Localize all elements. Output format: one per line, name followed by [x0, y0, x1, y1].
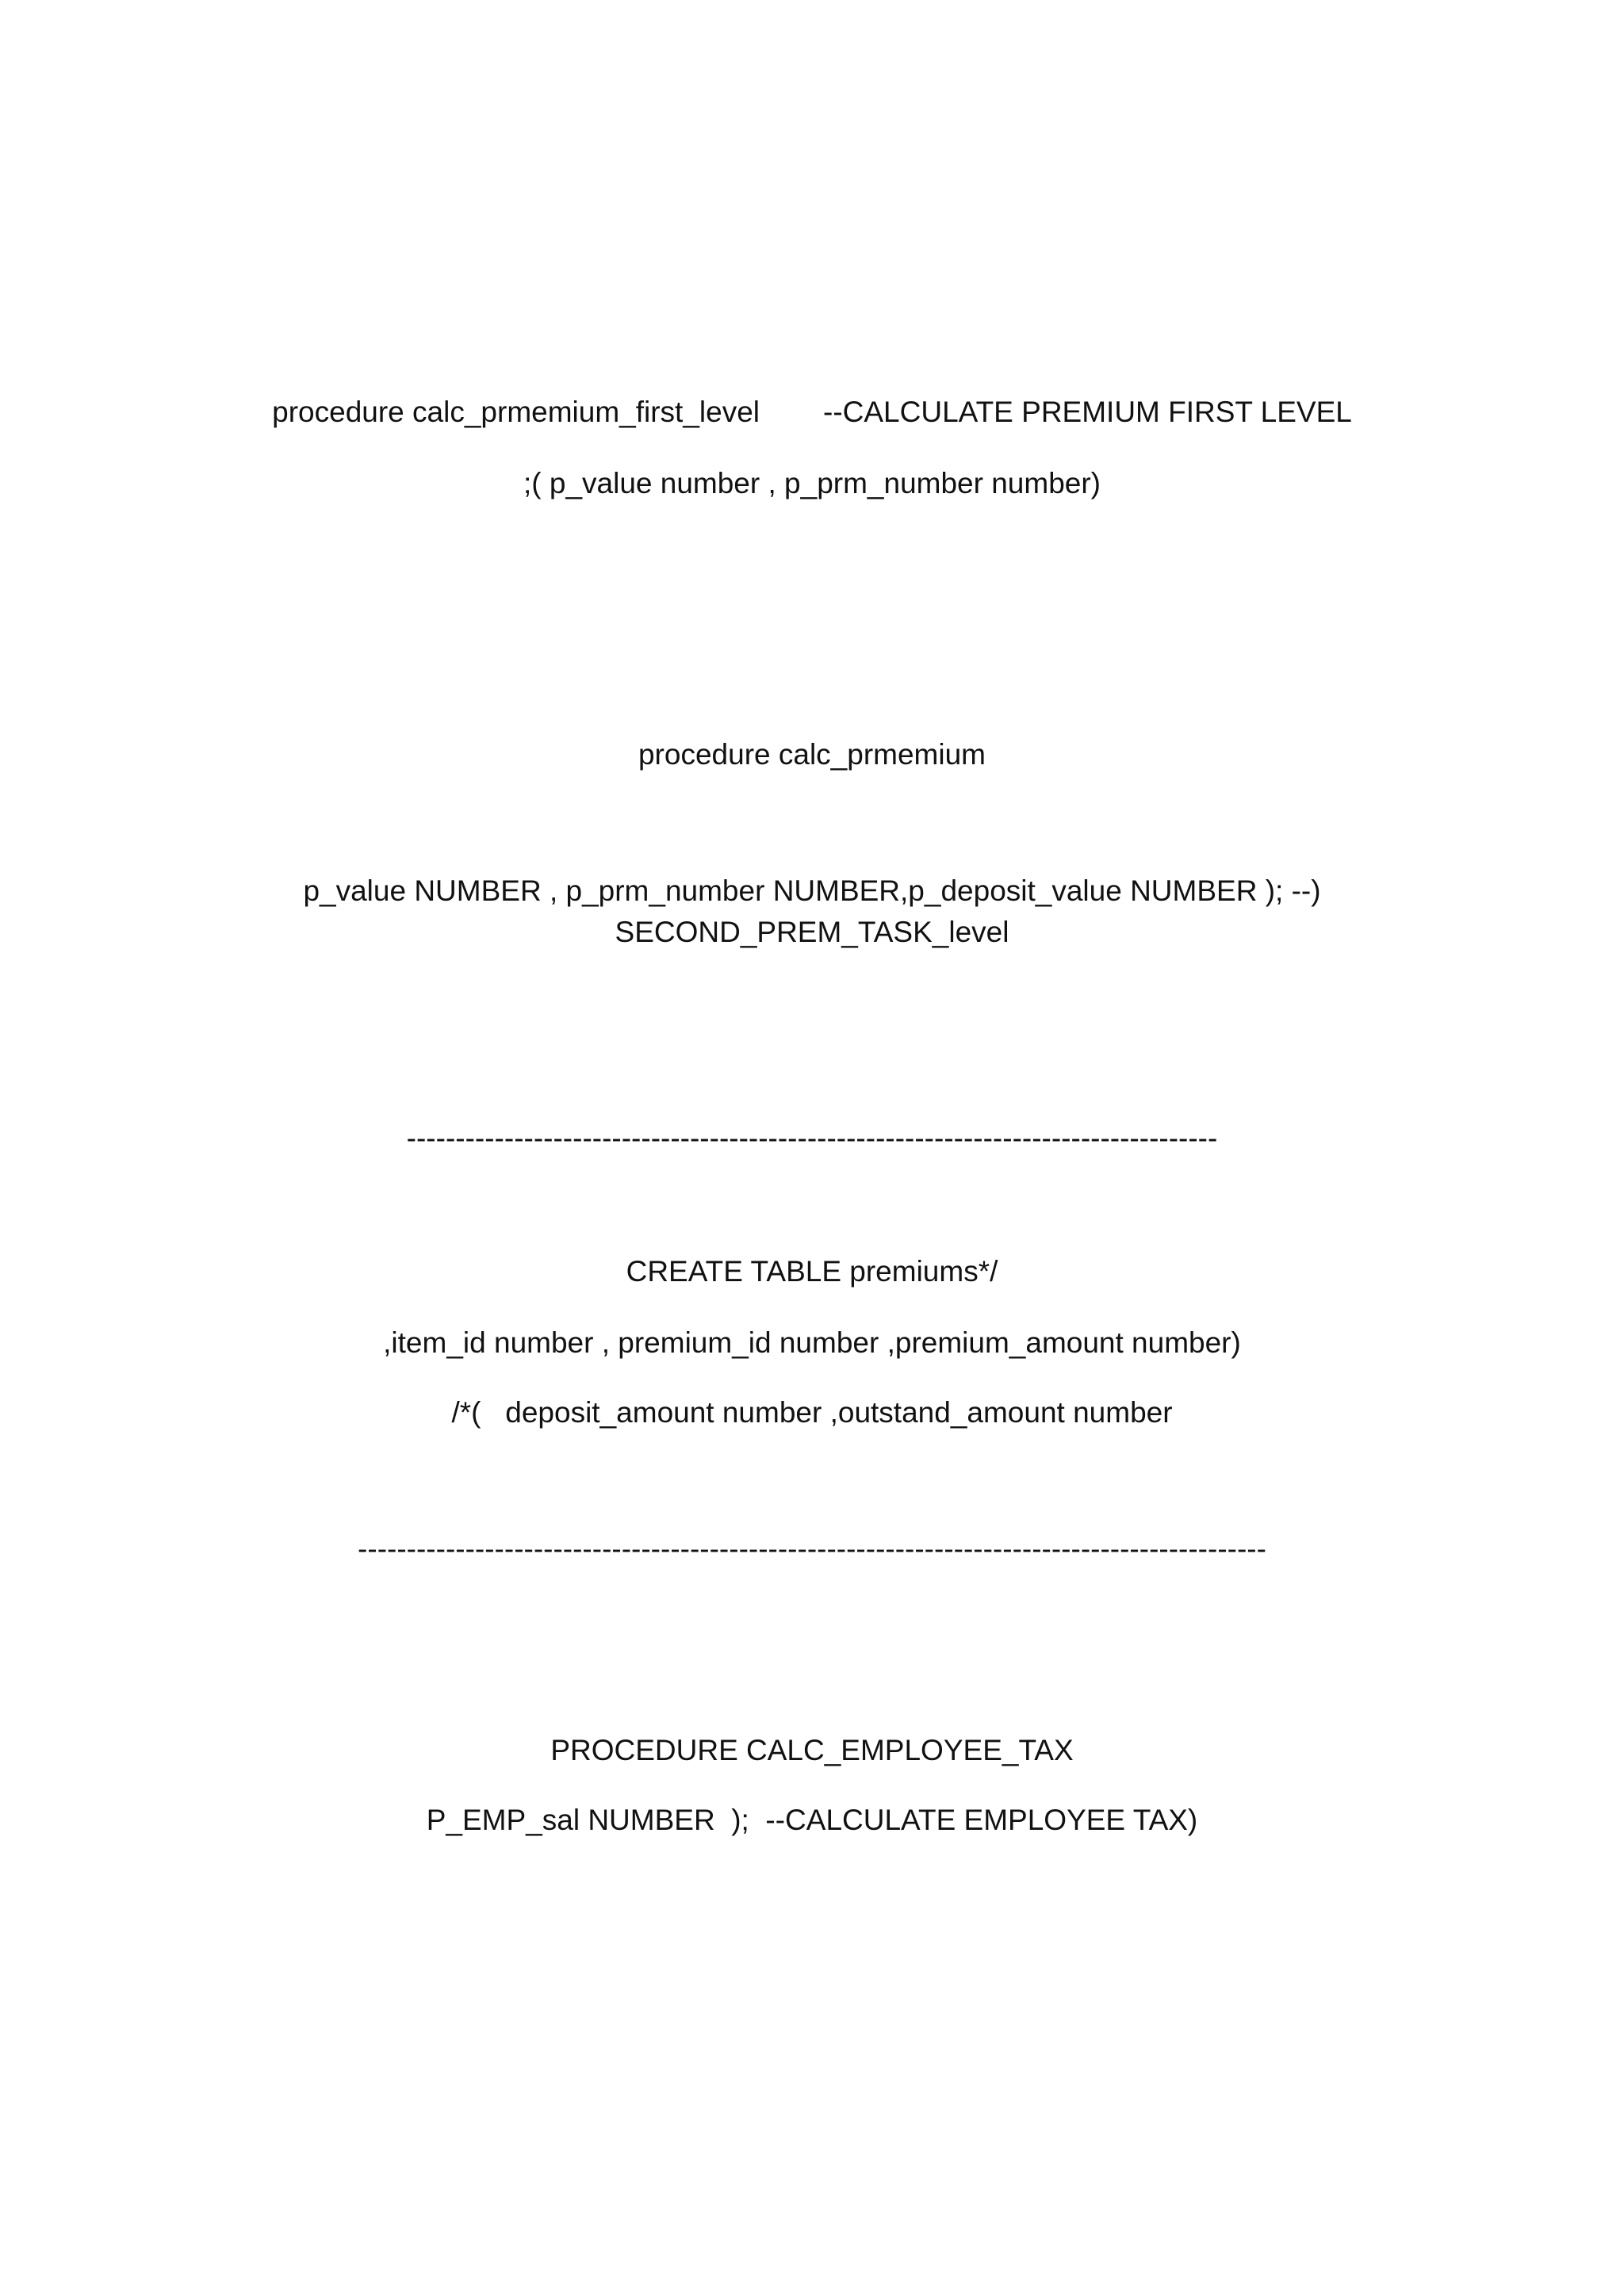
procedure-employee-tax-name: PROCEDURE CALC_EMPLOYEE_TAX [550, 1734, 1074, 1766]
procedure-employee-tax-params: P_EMP_sal NUMBER ); --CALCULATE EMPLOYEE TAX) [426, 1804, 1198, 1836]
procedure-calc-premium-name: procedure calc_prmemium [638, 738, 986, 771]
procedure-first-level-comment: --CALCULATE PREMIUM FIRST LEVEL [823, 396, 1352, 428]
procedure-first-level-params: ;( p_value number , p_prm_number number) [523, 467, 1101, 499]
procedure-first-level-line [0, 392, 1624, 433]
separator-line: --------------------------------------------------------------------------------------------- [358, 1533, 1266, 1565]
table-columns-line-2: /*( deposit_amount number ,outstand_amount number [451, 1396, 1173, 1429]
table-columns-line-1: ,item_id number , premium_id number ,premium_amount number) [383, 1326, 1241, 1359]
procedure-calc-premium-params: p_value NUMBER , p_prm_number NUMBER,p_deposit_value NUMBER ); --) [303, 874, 1321, 907]
create-table-statement: CREATE TABLE premiums*/ [626, 1255, 998, 1288]
procedure-calc-premium-comment: SECOND_PREM_TASK_level [615, 916, 1009, 948]
procedure-first-level-name: procedure calc_prmemium_first_level [272, 396, 760, 428]
separator-line: ----------------------------------------------------------------------------------- [406, 1122, 1218, 1154]
